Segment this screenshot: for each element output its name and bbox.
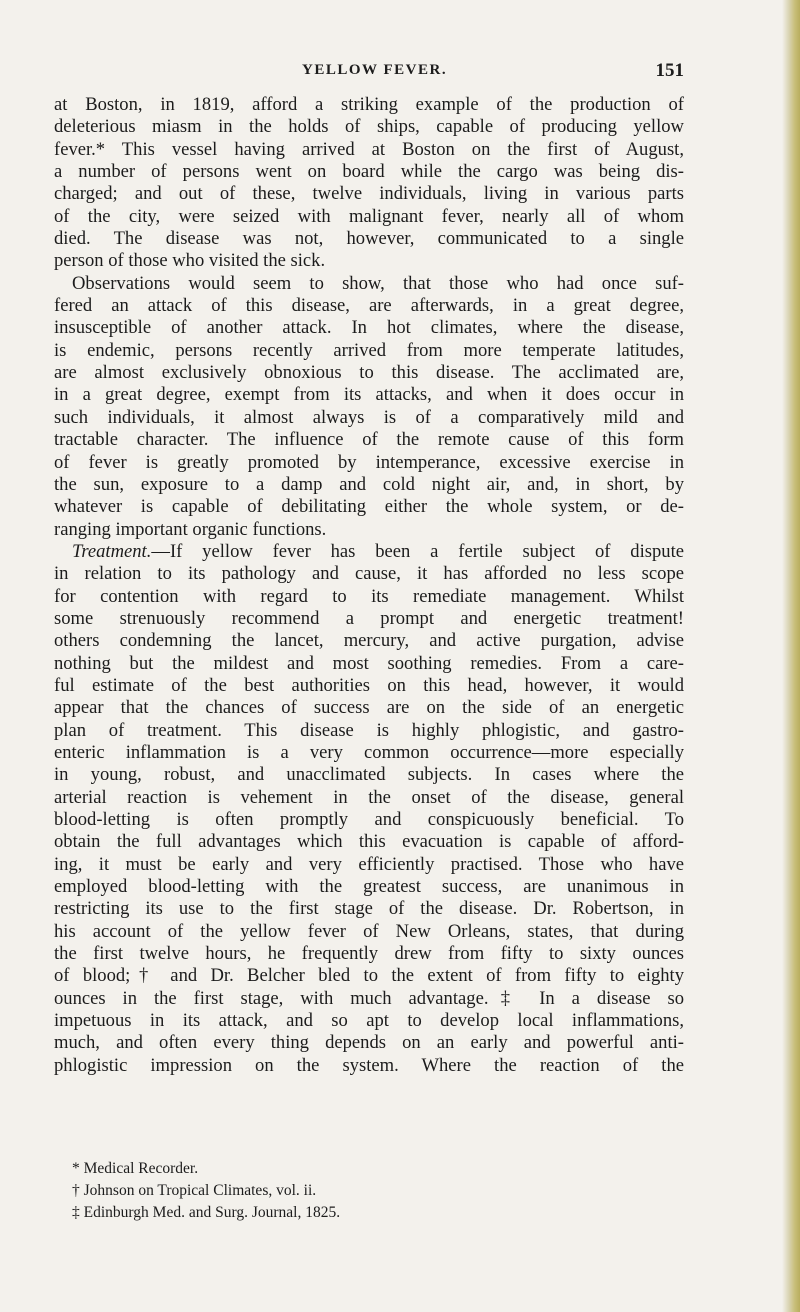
text-line: are almost exclusively obnoxious to this disease. The acclimated are,: [54, 362, 684, 384]
text-line: fever.* This vessel having arrived at Boston on the first of August,: [54, 138, 684, 160]
text-line: of fever is greatly promoted by intemperance, excessive exercise in: [54, 451, 684, 473]
text-line: nothing but the mildest and most soothing remedies. From a care-: [54, 652, 684, 674]
text-line: fered an attack of this disease, are afterwards, in a great degree,: [54, 295, 684, 317]
treatment-paragraph-start: [54, 541, 684, 563]
text-line: ranging important organic functions.: [54, 518, 327, 540]
text-line: deleterious miasm in the holds of ships, capable of producing yellow: [54, 116, 684, 138]
text-line: blood-letting is often promptly and conspicuously beneficial. To: [54, 809, 684, 830]
text-line: others condemning the lancet, mercury, and active purgation, advise: [54, 630, 684, 652]
text-line: obtain the full advantages which this evacuation is capable of afford-: [54, 831, 684, 853]
treatment-heading: Treatment.: [72, 540, 152, 562]
text-line: restricting its use to the first stage of the disease. Dr. Robertson, in: [54, 898, 684, 920]
page-edge-shadow: [782, 0, 800, 1312]
text-line: of blood;† and Dr. Belcher bled to the extent of from fifty to eighty: [54, 965, 684, 987]
text-line: person of those who visited the sick.: [54, 250, 326, 272]
text-line: enteric inflammation is a very common occurrence—more especially: [54, 741, 684, 763]
text-line: a number of persons went on board while the cargo was being dis-: [54, 161, 684, 183]
text-line: in young, robust, and unacclimated subjects. In cases where the: [54, 764, 684, 786]
text-line: in relation to its pathology and cause, it has afforded no less scope: [54, 563, 684, 585]
text-line: appear that the chances of success are on the side of an energetic: [54, 697, 684, 719]
text-line: died. The disease was not, however, communicated to a single: [54, 228, 684, 250]
text-line: much, and often every thing depends on an early and powerful anti-: [54, 1032, 684, 1054]
text-line: charged; and out of these, twelve individuals, living in various parts: [54, 183, 684, 205]
text-line: insusceptible of another attack. In hot climates, where the disease,: [54, 317, 684, 339]
footnote: † Johnson on Tropical Climates, vol. ii.: [72, 1182, 317, 1199]
text-line: ing, it must be early and very efficiently practised. Those who have: [54, 853, 684, 875]
text-run: —If yellow fever has been a fertile subject of dispute: [151, 540, 684, 562]
running-head: [54, 62, 684, 86]
text-line: for contention with regard to its remediate management. Whilst: [54, 585, 684, 607]
text-line: Observations would seem to show, that those who had once suf-: [72, 272, 684, 294]
text-line: is endemic, persons recently arrived from more temperate latitudes,: [54, 339, 684, 361]
body-text: [54, 94, 684, 1077]
text-line: at Boston, in 1819, afford a striking example of the production of: [54, 94, 684, 115]
running-title: YELLOW FEVER.: [302, 62, 448, 78]
text-line: such individuals, it almost always is of a comparatively mild and: [54, 406, 684, 428]
text-line: plan of treatment. This disease is highly phlogistic, and gastro-: [54, 719, 684, 741]
page-number: 151: [655, 60, 684, 81]
text-line: impetuous in its attack, and so apt to develop local inflammations,: [54, 1010, 684, 1032]
text-line: in a great degree, exempt from its attacks, and when it does occur in: [54, 384, 684, 406]
text-line: the sun, exposure to a damp and cold night air, and, in short, by: [54, 473, 684, 495]
text-line: the first twelve hours, he frequently drew from fifty to sixty ounces: [54, 943, 684, 965]
text-line: whatever is capable of debilitating either the whole system, or de-: [54, 496, 684, 518]
text-line: tractable character. The influence of the remote cause of this form: [54, 429, 684, 451]
text-line: of the city, were seized with malignant fever, nearly all of whom: [54, 205, 684, 227]
text-line: phlogistic impression on the system. Where the reaction of the: [54, 1054, 684, 1076]
text-line: employed blood-letting with the greatest success, are unanimous in: [54, 876, 684, 898]
footnote: * Medical Recorder.: [72, 1160, 199, 1177]
text-line: arterial reaction is vehement in the onset of the disease, general: [54, 786, 684, 808]
text-line: ful estimate of the best authorities on this head, however, it would: [54, 674, 684, 696]
text-line: ounces in the first stage, with much advantage.‡ In a disease so: [54, 987, 684, 1009]
footnote: ‡ Edinburgh Med. and Surg. Journal, 1825.: [72, 1204, 341, 1221]
text-line: his account of the yellow fever of New Orleans, states, that during: [54, 920, 684, 942]
text-line: some strenuously recommend a prompt and energetic treatment!: [54, 607, 684, 629]
footnotes: [72, 1158, 672, 1224]
